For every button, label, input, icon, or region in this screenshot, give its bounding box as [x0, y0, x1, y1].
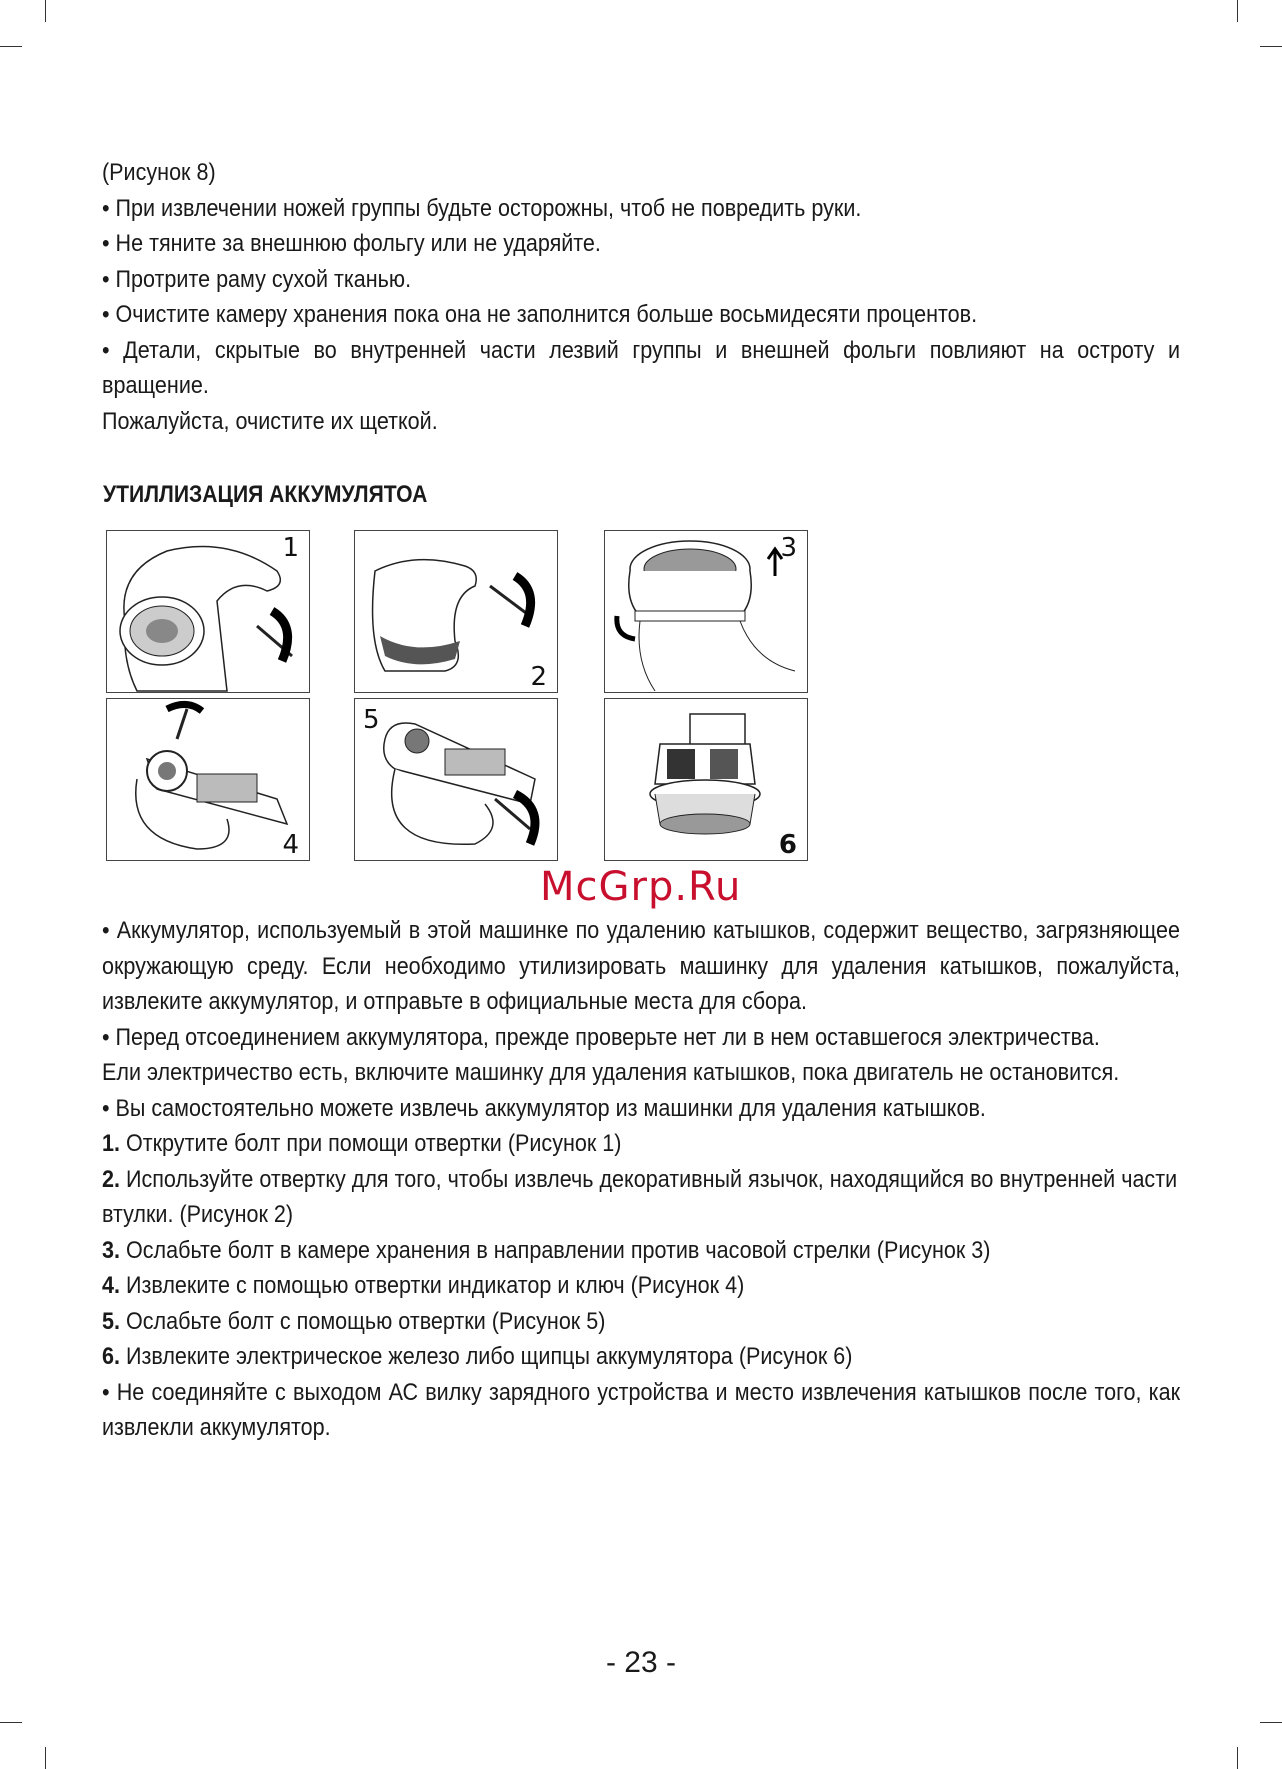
step-item	[102, 1339, 1180, 1375]
paragraph: • Вы самостоятельно можете извлечь аккумулятор из машинки для удаления катышков.	[102, 1094, 986, 1122]
figure-number: 4	[282, 830, 299, 860]
figure-1	[106, 530, 310, 693]
lint-remover-illustration	[107, 699, 310, 861]
bullet-item: • Детали, скрытые во внутренней части лезвий группы и внешней фольги повлияют на остроту и вращение.	[102, 336, 1180, 399]
step-text: Извлеките электрическое железо либо щипцы аккумулятора (Рисунок 6)	[119, 1343, 853, 1370]
step-number: 3.	[102, 1236, 120, 1264]
crop-mark	[0, 1722, 22, 1723]
paragraph: Ели электричество есть, включите машинку для удаления катышков, пока двигатель не остановится.	[102, 1059, 1120, 1086]
figure-2	[354, 530, 558, 693]
crop-mark	[1260, 46, 1282, 47]
figure-number: 3	[780, 533, 797, 563]
step-item	[102, 1268, 1180, 1304]
step-number: 1.	[102, 1130, 120, 1157]
step-number: 2.	[102, 1165, 120, 1193]
step-number: 5.	[102, 1307, 120, 1335]
step-item	[102, 1126, 1180, 1162]
step-item	[102, 1233, 1180, 1269]
crop-mark	[1260, 1722, 1282, 1723]
lint-remover-illustration	[355, 699, 558, 861]
note-line: Пожалуйста, очистите их щеткой.	[102, 407, 438, 435]
step-number: 6.	[102, 1343, 120, 1370]
section-heading: УТИЛЛИЗАЦИЯ АККУМУЛЯТОА	[103, 481, 428, 508]
figure-number: 2	[530, 662, 547, 692]
figure-number: 5	[363, 705, 380, 735]
crop-mark	[1237, 1747, 1238, 1769]
figure-reference: (Рисунок 8)	[102, 159, 216, 186]
step-text: Извлеките с помощью отвертки индикатор и ключ (Рисунок 4)	[119, 1272, 745, 1299]
figure-4	[106, 698, 310, 861]
step-item	[102, 1162, 1180, 1233]
figure-number: 1	[282, 533, 299, 563]
cleaning-notes	[102, 155, 1180, 439]
step-text: Ослабьте болт в камере хранения в направлении против часовой стрелки (Рисунок 3)	[119, 1236, 991, 1264]
crop-mark	[45, 0, 46, 22]
step-text: Ослабьте болт с помощью отвертки (Рисунок 5)	[119, 1307, 606, 1335]
disposal-instructions	[102, 913, 1180, 1446]
bullet-item: • При извлечении ножей группы будьте осторожны, чтоб не повредить руки.	[102, 194, 862, 222]
watermark: McGrp.Ru	[540, 864, 742, 910]
step-text: Используйте отвертку для того, чтобы извлечь декоративный язычок, находящийся во внутренней части втулки. (Рисунок 2)	[102, 1165, 1178, 1228]
paragraph: • Перед отсоединением аккумулятора, прежде проверьте нет ли в нем оставшегося электричества.	[102, 1023, 1100, 1051]
crop-mark	[0, 46, 22, 47]
step-text: Открутите болт при помощи отвертки (Рисунок 1)	[119, 1130, 622, 1157]
paragraph: • Аккумулятор, используемый в этой машинке по удалению катышков, содержит вещество, загрязняющее окружающую среду. Если необходимо утилизировать машинку для удаления катышков, пожалуйста, извлеките аккумулятор, и отправьте в официальные места для сбора.	[102, 917, 1180, 1015]
crop-mark	[1237, 0, 1238, 22]
figure-6	[604, 698, 808, 861]
lint-remover-illustration	[605, 531, 808, 693]
step-item	[102, 1304, 1180, 1340]
bullet-item: • Очистите камеру хранения пока она не заполнится больше восьмидесяти процентов.	[102, 301, 978, 328]
page-number: - 23 -	[605, 1646, 677, 1679]
lint-remover-illustration	[107, 531, 310, 693]
crop-mark	[45, 1747, 46, 1769]
lint-remover-illustration	[355, 531, 558, 693]
figure-number: 6	[778, 830, 797, 860]
battery-module-illustration	[605, 699, 808, 861]
figure-5	[354, 698, 558, 861]
figure-3	[604, 530, 808, 693]
bullet-item: • Протрите раму сухой тканью.	[102, 265, 412, 293]
paragraph: • Не соединяйте с выходом АС вилку зарядного устройства и место извлечения катышков после того, как извлекли аккумулятор.	[102, 1378, 1180, 1441]
step-number: 4.	[102, 1272, 120, 1299]
bullet-item: • Не тяните за внешнюю фольгу или не ударяйте.	[102, 230, 601, 257]
